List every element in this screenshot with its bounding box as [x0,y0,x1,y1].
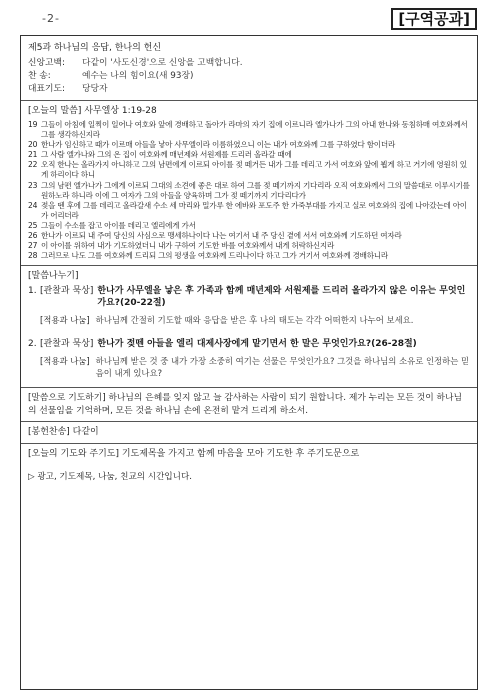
divider [21,265,477,266]
application-tag: [적용과 나눔] [40,356,90,367]
application-tag: [적용과 나눔] [40,315,90,326]
verse-19 [28,120,470,140]
verse-27 [28,241,470,251]
application-text: 하나님께 간절히 기도할 때와 응답을 받은 후 나의 태도는 각각 어떠한지 나누어 보세요. [95,315,414,326]
offering-hymn: [봉헌찬송] 다같이 [28,427,99,438]
lesson-frame [20,35,478,690]
verse-text: 오직 한나는 올라가지 아니하고 그의 남편에게 이르되 아이를 젖 떼거든 내가 그를 데리고 가서 여호와 앞에 뵙게 하고 거기에 영원히 있게 하리이다 하니 [41,160,467,180]
question-row [28,339,470,351]
page-number: -2- [42,12,60,25]
representative-prayer-line [28,83,470,96]
verse-number: 25 [28,220,38,230]
verse-text: 그러므로 나도 그를 여호와께 드리되 그의 평생을 여호와께 드리나이다 하고 그가 거기서 여호와께 경배하니라 [41,251,388,261]
verse-text: 그 사람 엘가나와 그의 온 집이 여호와께 매년제와 서원제를 드리러 올라갈 때에 [41,150,292,160]
verse-20 [28,140,470,150]
scripture-heading: [오늘의 말씀] 사무엘상 1:19-28 [28,106,157,116]
confession-text: 다같이 '사도신경'으로 신앙을 고백합니다. [82,58,243,68]
verse-list [28,120,470,261]
question-number: 2. [28,338,37,349]
question-number: 1. [28,286,37,297]
hymn-label: 찬 송: [28,71,51,81]
verse-25 [28,221,470,231]
closing-prayer-instruction: [오늘의 기도와 주기도] 기도제목을 가지고 함께 마음을 모아 기도한 후 주기도문으로 [28,449,360,460]
verse-text: 그들이 아침에 일찍이 일어나 여호와 앞에 경배하고 돌아가 라마의 자기 집에 이르니라 엘가나가 그의 아내 한나와 동침하매 여호와께서 그를 생각하신지라 [41,120,468,140]
verse-text: 그들이 수소를 잡고 아이를 데리고 엘리에게 가서 [41,220,196,230]
verse-24 [28,201,470,221]
question-2 [28,339,470,380]
verse-26 [28,231,470,241]
verse-number: 24 [28,200,38,210]
representative-prayer-text: 당당자 [82,84,108,94]
question-1 [28,286,470,327]
verse-text: 젖을 뗀 후에 그를 데리고 올라갈새 수소 세 마리와 밀가루 한 에바와 포도주 한 가죽부대를 가지고 실로 여호와의 집에 나아갔는데 아이가 어리더라 [41,200,467,220]
discussion-heading: [말씀나누기] [28,271,79,282]
hymn-line [28,70,470,83]
verse-21 [28,150,470,160]
application-row [40,315,470,327]
announcement-note: ▷ 광고, 기도제목, 나눔, 친교의 시간입니다. [28,472,193,483]
verse-number: 28 [28,251,38,261]
verse-text: 이 아이를 위하여 내가 기도하였더니 내가 구하여 기도한 바를 여호와께서 내게 허락하신지라 [41,241,335,251]
hymn-text: 예수는 나의 힘이요(새 93장) [82,71,194,81]
verse-number: 21 [28,150,38,160]
application-row [40,356,470,379]
verse-28 [28,251,470,261]
verse-number: 22 [28,160,38,170]
verse-number: 19 [28,120,38,129]
verse-text: 한나가 임신하고 때가 이르매 아들을 낳아 사무엘이라 이름하였으니 이는 내가 여호와께 그를 구하였다 함이더라 [41,140,396,150]
representative-prayer-label: 대표기도: [28,84,65,94]
verse-text: 한나가 이르되 내 주여 당신의 사심으로 맹세하나이다 나는 여기서 내 주 당신 곁에 서서 여호와께 기도하던 여자라 [41,231,402,241]
verse-number: 23 [28,180,38,190]
question-text: 한나가 사무엘을 낳은 후 가족과 함께 매년제와 서원제를 드리러 올라가지 않은 이유는 무엇인가요?(20-22절) [97,286,466,308]
question-row [28,286,470,309]
application-text: 하나님께 받은 것 중 내가 가장 소중히 여기는 선물은 무엇인가요? 그것을 하나님의 소유로 인정하는 믿음이 내게 있나요? [95,356,470,378]
divider [21,387,477,388]
observation-tag: [관찰과 묵상] [40,286,94,297]
verse-number: 20 [28,140,38,150]
question-text: 한나가 젖뗀 아들을 엘리 대제사장에게 맡기면서 한 말은 무엇인가요?(26-28절) [97,338,417,349]
verse-23 [28,181,470,201]
divider [21,443,477,444]
verse-text: 그의 남편 엘가나가 그에게 이르되 그대의 소견에 좋은 대로 하여 그를 젖 떼기까지 기다리라 오직 여호와께서 그의 말씀대로 이루시기를 원하노라 하니라 이에 그 여자가 그의 아들을 양육하며 그가 젖 떼기까지 기다리다가 [41,180,470,200]
lesson-title: 제5과 하나님의 응답, 한나의 헌신 [28,43,162,53]
confession-label: 신앙고백: [28,58,65,68]
confession-line [28,57,470,70]
verse-number: 27 [28,241,38,251]
section-title: [구역공과] [391,8,477,30]
divider [21,421,477,422]
closing-prayer: [말씀으로 기도하기] 하나님의 은혜를 잊지 않고 늘 감사하는 사람이 되기 원합니다. 제가 누리는 모든 것이 하나님의 선물임을 기억하며, 모든 것을 하나님 손에 온전히 맡겨 드리게 하소서. [28,393,463,416]
verse-22 [28,160,470,180]
observation-tag: [관찰과 묵상] [40,338,94,349]
divider [21,100,477,101]
verse-number: 26 [28,231,38,241]
